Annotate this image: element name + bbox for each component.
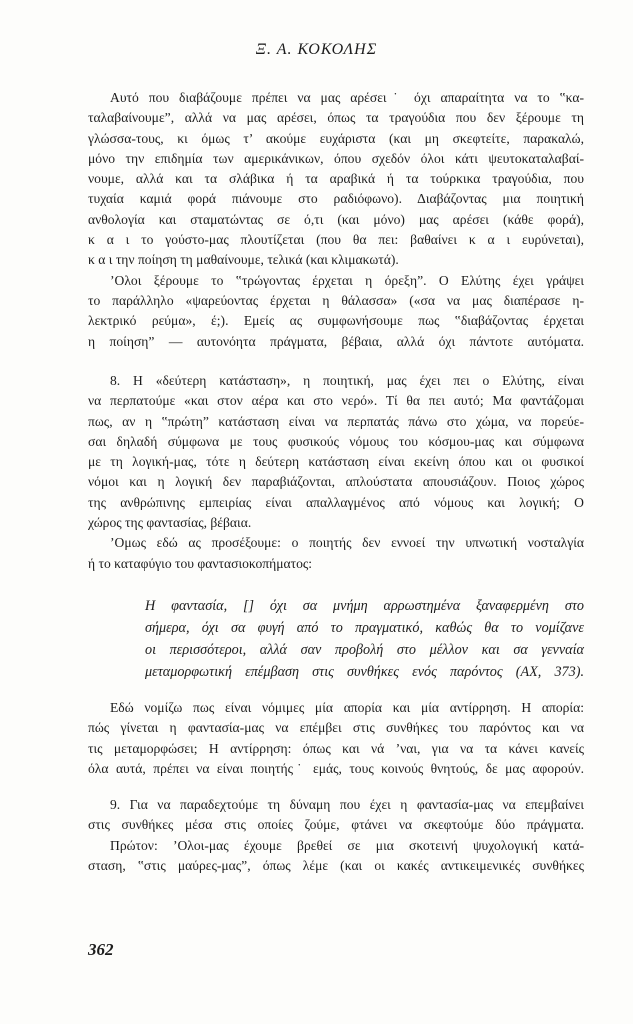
text-line: χώρος της φαντασίας, βέβαια. xyxy=(88,515,252,531)
text-line: να περπατούμε «και στον αέρα και στο νερό». Τί θα πει αυτό; Μα φαντάζομαι xyxy=(88,393,584,409)
text-line: η ποίηση” — αυτονόητα πράγματα, βέβαια, αλλά όχι πάντοτε αυτόματα. xyxy=(88,333,584,349)
text-line: Πρώτον: ’Ολοι-μας έχουμε βρεθεί σε μια σκοτεινή ψυχολογική κατά- xyxy=(110,837,584,853)
block-quote xyxy=(145,595,584,683)
text-line: Αυτό που διαβάζουμε πρέπει να μας αρέσει˙ όχι απαραίτητα να το ‟κα- xyxy=(110,90,584,105)
paragraph-reading-pleasure xyxy=(88,88,584,352)
text-line: ή το καταφύγιο του φαντασιοκοπήματος: xyxy=(88,555,313,571)
text-line: ’Ομως εδώ ας προσέξουμε: ο ποιητής δεν εννοεί την υπνωτική νοσταλγία xyxy=(110,535,584,551)
quote-line: Η φαντασία, [] όχι σα μνήμη αρρωστημένα ξαναφερμένη στο xyxy=(145,598,584,614)
text-line: 8. Η «δεύτερη κατάσταση», η ποιητική, μας έχει πει ο Ελύτης, είναι xyxy=(110,373,584,388)
text-line: ταλαβαίνουμε”, αλλά να μας αρέσει, όπως τα τραγούδια που δεν ξέρουμε τη xyxy=(88,110,584,126)
running-header: Ξ. Α. ΚΟΚΟΛΗΣ xyxy=(255,41,378,58)
paragraph-objection xyxy=(88,698,584,779)
text-line: ανθολογία και σταματώντας σε ό,τι (και μόνο) μας αρέσει (κάθε φορά), xyxy=(88,211,584,227)
text-line: τις μεταμορφώσει; Η αντίρρηση: όπως και νά ’ναι, για να τα κάνει κανείς xyxy=(88,740,584,756)
text-line: κ α ι την ποίηση τη μαθαίνουμε, τελικά (και κλιμακωτά). xyxy=(88,252,399,268)
text-line: νόμοι και η λογική δεν παραβιάζονται, απλούστατα απουσιάζουν. Ποιος χώρος xyxy=(88,474,584,490)
text-line: γλώσσα-τους, κι όμως τ’ ακούμε ευχάριστα (και μη σκεφτείτε, παρακαλώ, xyxy=(88,130,584,146)
text-line: το παράλληλο «ψαρεύοντας έρχεται η θάλασσα» («σα να μας διαπέρασε η- xyxy=(88,292,584,308)
text-line: κ α ι το γούστο-μας πλουτίζεται (που θα πει: βαθαίνει κ α ι ευρύνεται), xyxy=(88,232,584,248)
text-line: μόνο την επιδημία των αμερικάνικων, όπου σχεδόν όλοι κάτι ψευτοκαταλαβαί- xyxy=(88,150,584,166)
quote-line: μεταμορφωτική επέμβαση στις συνθήκες ενός παρόντος (ΑΧ, 373). xyxy=(145,664,584,680)
text-line: ’Ολοι ξέρουμε το ‟τρώγοντας έρχεται η όρεξη”. Ο Ελύτης έχει γράψει xyxy=(110,272,584,288)
text-line: Εδώ νομίζω πως είναι νόμιμες μία απορία και μία αντίρρηση. Η απορία: xyxy=(110,700,584,715)
text-line: όλα αυτά, πρέπει να είναι ποιητής˙ εμάς, τους κοινούς θνητούς, δε μας αφορούν. xyxy=(88,760,584,776)
text-line: στις συνθήκες μέσα στις οποίες ζούμε, φτάνει να σκεφτούμε δύο πράγματα. xyxy=(88,817,584,833)
text-line: λεκτρικό ρεύμα», έ;). Εμείς ας συμφωνήσουμε πως ‟διαβάζοντας έρχεται xyxy=(88,313,584,329)
page-number: 362 xyxy=(88,940,114,959)
text-line: 9. Για να παραδεχτούμε τη δύναμη που έχει η φαντασία-μας να επεμβαίνει xyxy=(110,797,584,812)
quote-line: σήμερα, όχι σα φυγή από το πραγματικό, καθώς θα το νομίζανε xyxy=(145,620,584,636)
text-line: με τη λογική-μας, τότε η δεύτερη κατάσταση είναι εκείνη όπου και οι φυσικοί xyxy=(88,454,584,470)
text-line: σαι δηλαδή σύμφωνα με τους φυσικούς νόμους του κόσμου-μας και σύμφωνα xyxy=(88,433,584,449)
text-line: τυχαία καμιά φορά πιάνουμε στο ραδιόφωνο). Διαβάζοντας μια ποιητική xyxy=(88,191,584,207)
text-line: σταση, ‟στις μαύρες-μας”, όπως λέμε (και οι κακές αντικειμενικές συνθήκες xyxy=(88,857,584,873)
text-line: νουμε, αλλά και τα σλάβικα ή τα αραβικά ή τα τούρκικα τραγούδια, που xyxy=(88,171,584,187)
section-8 xyxy=(88,371,584,574)
text-line: της ανθρώπινης εμπειρίας είναι απαλλαγμένος από νόμους και λογική; Ο xyxy=(88,494,584,510)
section-9 xyxy=(88,795,584,876)
text-line: πώς γίνεται η φαντασία-μας να επέμβει στις συνθήκες του παρόντος και να xyxy=(88,720,584,736)
quote-line: οι περισσότεροι, αλλά σαν προβολή στο μέλλον και σα γενναία xyxy=(145,642,584,658)
text-line: πως, αν η ‟πρώτη” κατάσταση είναι να περπατάς πάνω στο χώμα, να πορεύε- xyxy=(88,413,584,429)
